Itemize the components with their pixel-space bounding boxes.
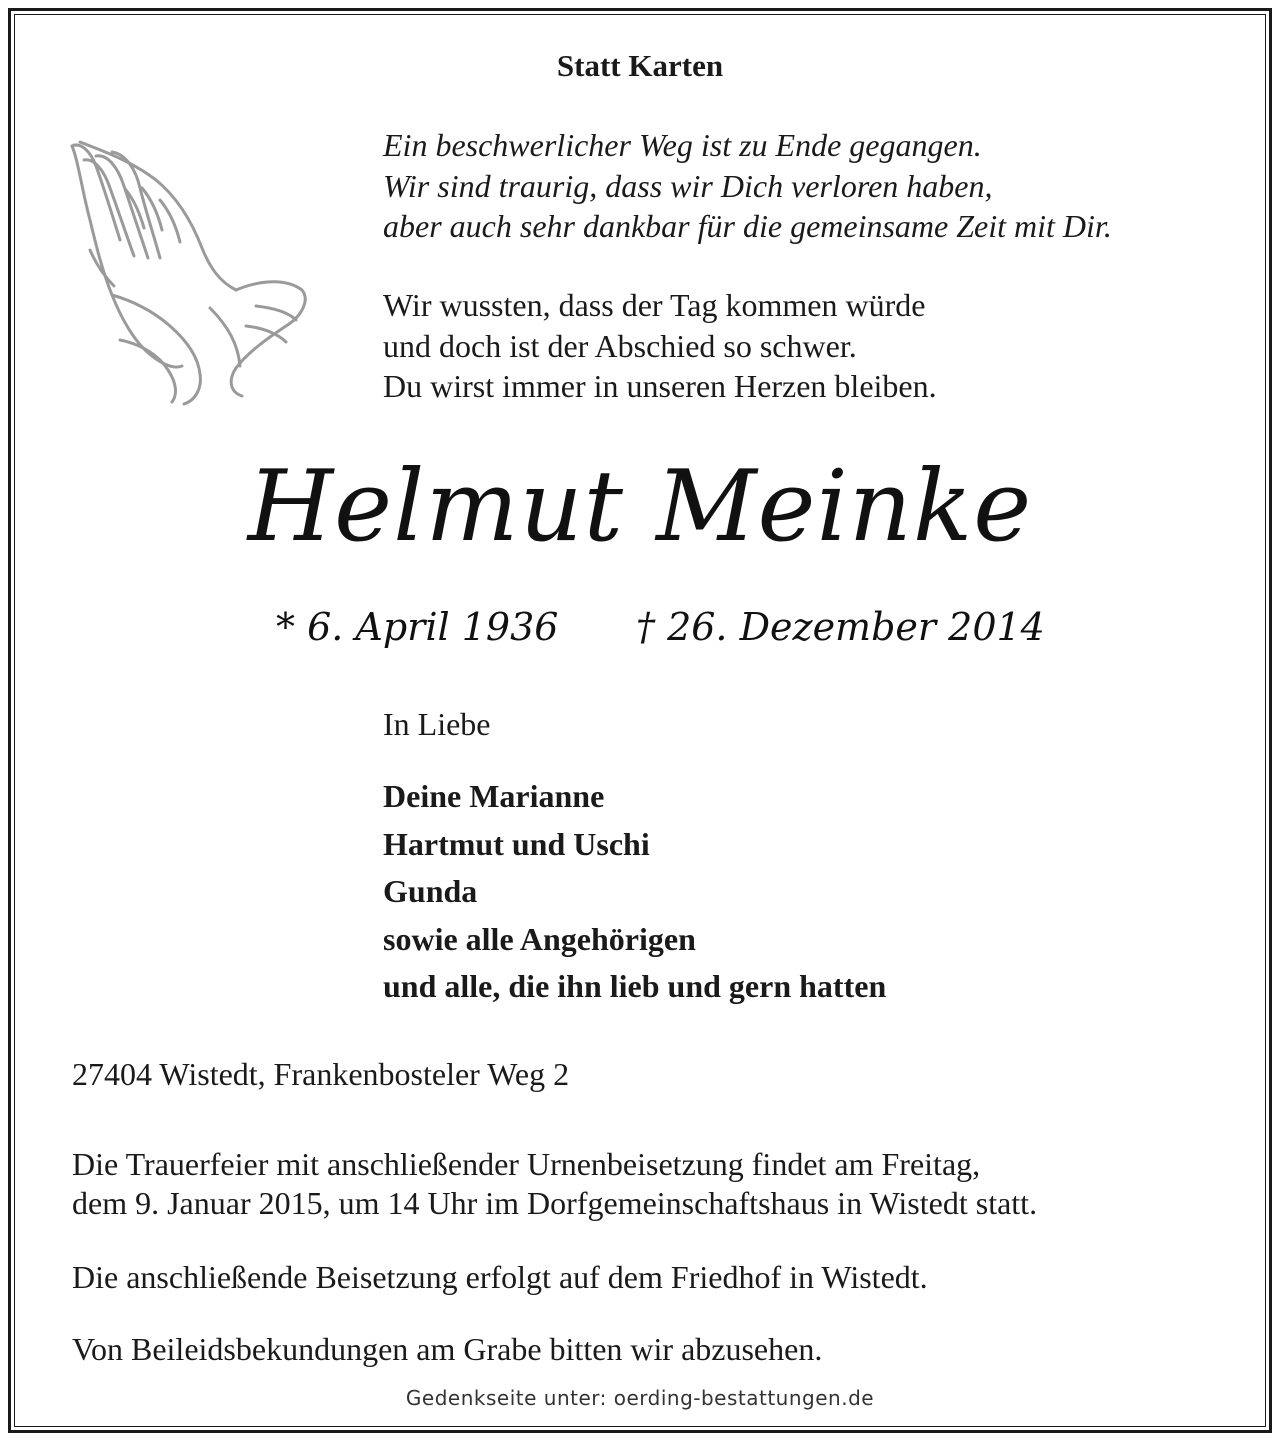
poem-line: und doch ist der Abschied so schwer. [383,327,857,364]
header-title: Statt Karten [556,48,724,83]
burial-info [72,1258,928,1297]
birth-date: * 6. April 1936 [276,605,559,649]
praying-hands-icon [60,130,310,410]
poem-line: Du wirst immer in unseren Herzen bleiben. [383,368,937,404]
condolences-info [72,1330,822,1369]
poem-line: Ein beschwerlicher Weg ist zu Ende gegangen. [383,127,982,163]
death-date: † 26. Dezember 2014 [636,605,1045,649]
poem-line: aber auch sehr dankbar für die gemeinsame Zeit mit Dir. [383,208,1112,244]
signer: Deine Marianne [383,778,605,814]
ceremony-line: dem 9. Januar 2015, um 14 Uhr im Dorfgemeinschaftshaus in Wistedt statt. [72,1185,1038,1221]
ceremony-line: Die Trauerfeier mit anschließender Urnenbeisetzung findet am Freitag, [72,1146,981,1182]
signer: Hartmut und Uschi [383,825,650,862]
poem-italic [383,125,1112,247]
address: 27404 Wistedt, Frankenbosteler Weg 2 [72,1056,570,1092]
signers-list [383,773,886,1011]
memorial-page-link: Gedenkseite unter: oerding-bestattungen.de [405,1386,875,1410]
poem-upright [383,285,937,407]
poem-line: Wir wussten, dass der Tag kommen würde [383,287,926,323]
signer: sowie alle Angehörigen [383,920,696,957]
ceremony-info [72,1145,1037,1223]
deceased-name: Helmut Meinke [247,450,1033,564]
poem-line: Wir sind traurig, dass wir Dich verloren haben, [383,167,993,204]
in-liebe-label: In Liebe [383,706,491,742]
signer: Gunda [383,873,478,909]
signer: und alle, die ihn lieb und gern hatten [383,968,887,1004]
condolences-line: Von Beileidsbekundungen am Grabe bitten wir abzusehen. [72,1331,823,1367]
burial-line: Die anschließende Beisetzung erfolgt auf dem Friedhof in Wistedt. [72,1259,928,1295]
